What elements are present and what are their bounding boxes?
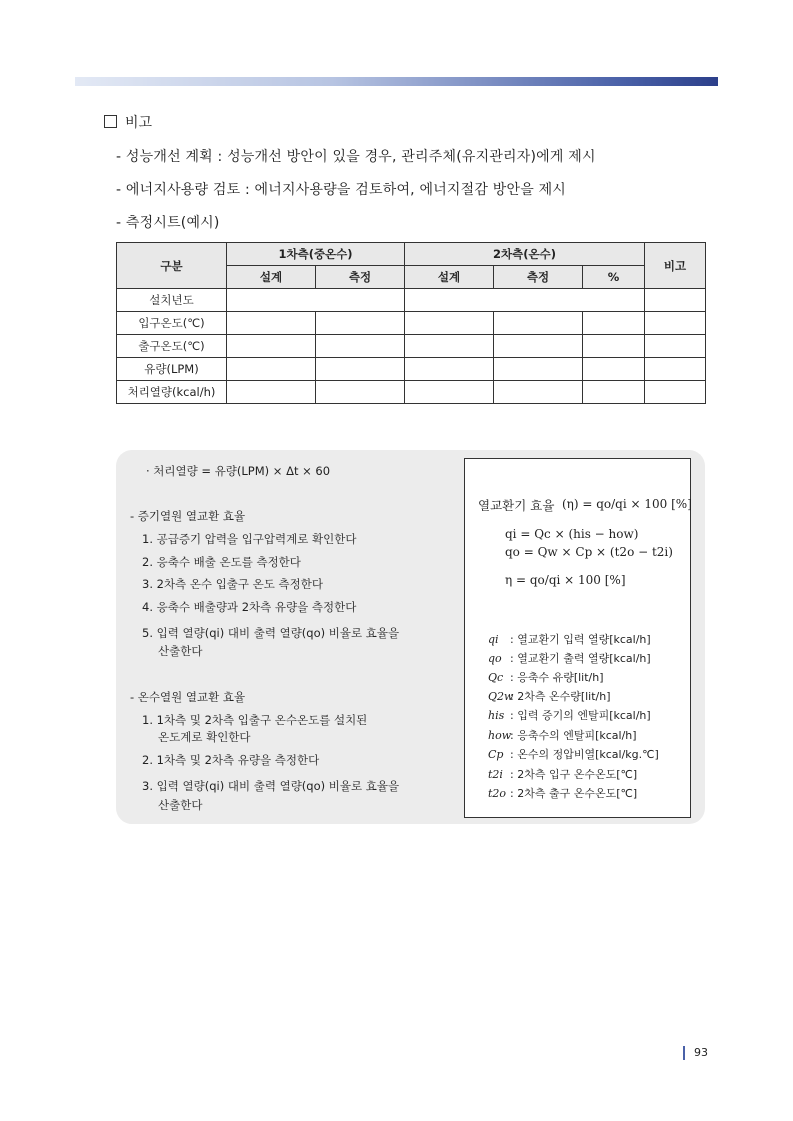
legend-symbol: Cp: [488, 748, 504, 761]
hotwater-step-cont: 산출한다: [158, 798, 203, 812]
table-cell[interactable]: [494, 312, 583, 335]
legend-desc: : 입력 증기의 엔탈피[kcal/h]: [510, 709, 651, 722]
table-cell[interactable]: [405, 312, 494, 335]
steam-step: 2. 응축수 배출 온도를 측정한다: [142, 555, 301, 569]
table-cell[interactable]: [316, 335, 405, 358]
legend-symbol: Qc: [488, 671, 504, 684]
section-heading: [104, 112, 152, 132]
row-label: 출구온도(℃): [117, 335, 227, 358]
legend-symbol: qi: [488, 633, 499, 646]
input-heat-equation: qi = Qc × (his − how): [505, 527, 639, 541]
page-number: 93: [694, 1046, 708, 1059]
hotwater-section-title: - 온수열원 열교환 효율: [130, 690, 246, 704]
table-cell[interactable]: [583, 312, 645, 335]
subheader-design: 설계: [405, 266, 494, 289]
table-cell[interactable]: [227, 335, 316, 358]
efficiency-equation: (η) = qo/qi × 100 [%]: [562, 497, 692, 511]
steam-step: 3. 2차측 온수 입출구 온도 측정한다: [142, 577, 323, 591]
header-primary: 1차측(중온수): [227, 243, 405, 266]
table-cell[interactable]: [405, 381, 494, 404]
legend-symbol: qo: [488, 652, 502, 665]
legend-symbol: t2i: [488, 768, 503, 781]
row-label: 처리열량(kcal/h): [117, 381, 227, 404]
legend-desc: : 응축수 유량[lit/h]: [510, 671, 604, 684]
subheader-measure: 측정: [316, 266, 405, 289]
legend-row: [488, 766, 637, 782]
page-number-bar: [683, 1046, 685, 1060]
square-bullet-icon: [104, 115, 117, 128]
table-cell[interactable]: [583, 335, 645, 358]
legend-desc: : 2차측 입구 온수온도[℃]: [510, 768, 638, 781]
legend-desc: : 2차측 온수량[lit/h]: [510, 690, 611, 703]
legend-desc: : 2차측 출구 온수온도[℃]: [510, 787, 638, 800]
table-cell[interactable]: [494, 335, 583, 358]
legend-row: [488, 746, 659, 762]
table-row: [117, 335, 706, 358]
bullet-measurement-sheet: - 측정시트(예시): [116, 215, 220, 231]
table-cell[interactable]: [227, 312, 316, 335]
table-cell[interactable]: [405, 335, 494, 358]
hotwater-step: 1. 1차측 및 2차측 입출구 온수온도를 설치된: [142, 713, 368, 727]
row-label: 입구온도(℃): [117, 312, 227, 335]
legend-desc: : 열교환기 출력 열량[kcal/h]: [510, 652, 651, 665]
legend-row: [488, 631, 651, 647]
hotwater-step: 2. 1차측 및 2차측 유량을 측정한다: [142, 753, 320, 767]
output-heat-equation: qo = Qw × Cp × (t2o − t2i): [505, 545, 673, 559]
subheader-measure: 측정: [494, 266, 583, 289]
table-cell[interactable]: [494, 381, 583, 404]
subheader-percent: %: [583, 266, 645, 289]
header-gubun: 구분: [117, 243, 227, 289]
table-cell[interactable]: [583, 381, 645, 404]
bullet-improvement-plan: - 성능개선 계획 : 성능개선 방안이 있을 경우, 관리주체(유지관리자)에게 제시: [116, 149, 596, 165]
table-cell[interactable]: [405, 358, 494, 381]
header-secondary: 2차측(온수): [405, 243, 645, 266]
legend-symbol: his: [488, 709, 505, 722]
steam-step-cont: 산출한다: [158, 644, 203, 658]
hotwater-step-cont: 온도계로 확인한다: [158, 730, 251, 744]
table-cell[interactable]: [645, 312, 706, 335]
row-label: 설치년도: [117, 289, 227, 312]
table-cell[interactable]: [645, 358, 706, 381]
legend-desc: : 응축수의 엔탈피[kcal/h]: [510, 729, 637, 742]
legend-row: [488, 707, 651, 723]
table-cell[interactable]: [583, 358, 645, 381]
legend-symbol: how: [488, 729, 512, 742]
legend-row: [488, 785, 637, 801]
table-cell[interactable]: [316, 381, 405, 404]
legend-symbol: Q2w: [488, 690, 514, 703]
legend-symbol: t2o: [488, 787, 507, 800]
table-row: [117, 358, 706, 381]
table-row: [117, 381, 706, 404]
table-cell[interactable]: [316, 358, 405, 381]
measurement-table: [116, 242, 706, 404]
subheader-design: 설계: [227, 266, 316, 289]
legend-row: [488, 688, 611, 704]
heat-formula-line: · 처리열량 = 유량(LPM) × Δt × 60: [146, 464, 331, 478]
header-gradient-bar: [75, 77, 718, 86]
table-cell[interactable]: [227, 289, 405, 312]
steam-section-title: - 증기열원 열교환 효율: [130, 509, 246, 523]
table-row: [117, 289, 706, 312]
header-note: 비고: [645, 243, 706, 289]
row-label: 유량(LPM): [117, 358, 227, 381]
table-cell[interactable]: [494, 358, 583, 381]
legend-desc: : 열교환기 입력 열량[kcal/h]: [510, 633, 651, 646]
steam-step: 4. 응축수 배출량과 2차측 유량을 측정한다: [142, 600, 357, 614]
eta-equation: η = qo/qi × 100 [%]: [505, 573, 626, 587]
heading-text: 비고: [125, 115, 153, 131]
legend-row: [488, 650, 651, 666]
table-row: [117, 312, 706, 335]
table-cell[interactable]: [227, 381, 316, 404]
table-cell[interactable]: [227, 358, 316, 381]
legend-desc: : 온수의 정압비열[kcal/kg.℃]: [510, 748, 659, 761]
legend-row: [488, 669, 604, 685]
table-cell[interactable]: [645, 289, 706, 312]
steam-step: 1. 공급증기 압력을 입구압력계로 확인한다: [142, 532, 357, 546]
legend-row: [488, 727, 637, 743]
table-cell[interactable]: [645, 335, 706, 358]
table-cell[interactable]: [645, 381, 706, 404]
table-cell[interactable]: [316, 312, 405, 335]
table-cell[interactable]: [405, 289, 645, 312]
efficiency-label: 열교환기 효율: [478, 498, 555, 513]
steam-step: 5. 입력 열량(qi) 대비 출력 열량(qo) 비율로 효율을: [142, 626, 400, 640]
bullet-energy-review: - 에너지사용량 검토 : 에너지사용량을 검토하여, 에너지절감 방안을 제시: [116, 182, 567, 198]
hotwater-step: 3. 입력 열량(qi) 대비 출력 열량(qo) 비율로 효율을: [142, 779, 400, 793]
